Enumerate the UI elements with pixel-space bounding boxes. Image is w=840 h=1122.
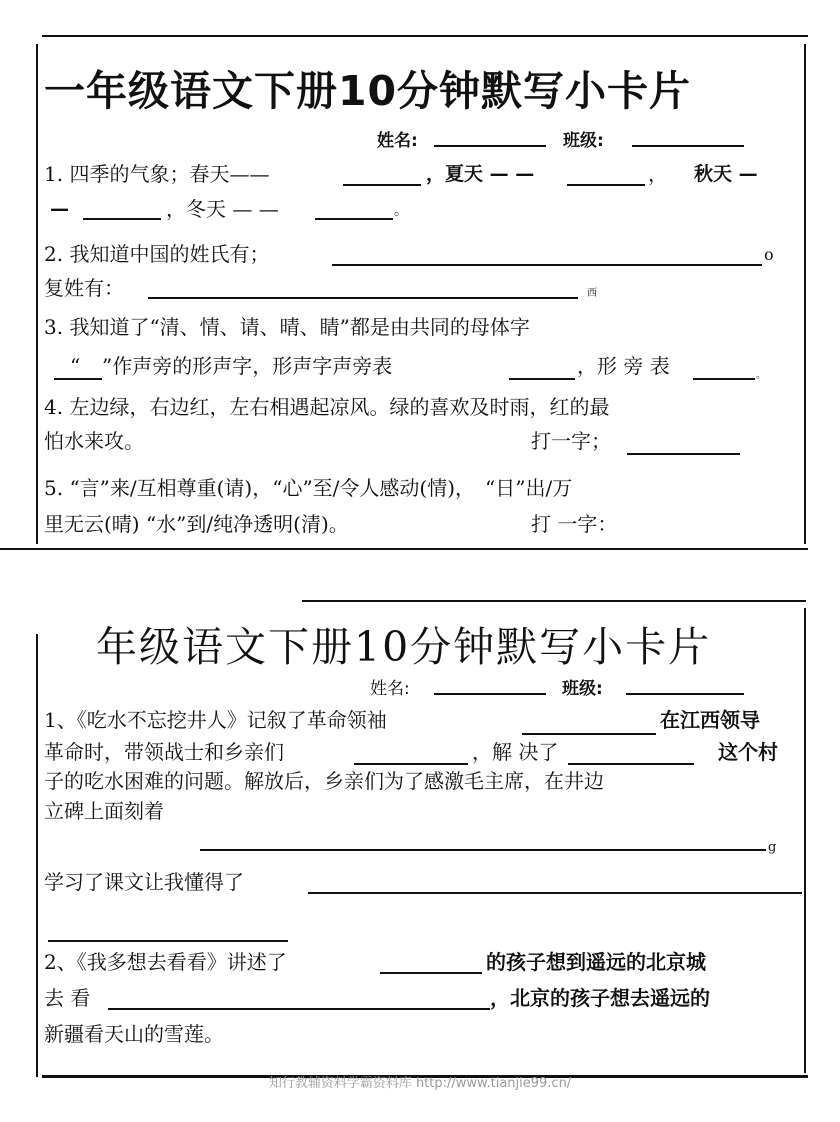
card1-title: 一年级语文下册10分钟默写小卡片 — [44, 67, 692, 115]
card1-q2-line2-end: 西 — [587, 288, 597, 299]
card1-q4-line2: 怕水来攻。 — [44, 429, 144, 453]
card2-q2-who-blank[interactable] — [380, 972, 482, 974]
card2-left-border — [36, 634, 38, 1077]
card2-q1-learned-blank-cont[interactable] — [48, 940, 288, 942]
card1-q2-line2: 复姓有： — [44, 276, 124, 300]
card2-q2-line3: 新疆看天山的雪莲。 — [44, 1022, 224, 1046]
card2-q2-line2: 去 看 — [44, 986, 91, 1010]
card1-q1-summer-blank[interactable] — [567, 184, 645, 186]
card2-q1-line6: 学习了课文让我懂得了 — [44, 870, 244, 894]
card1-q1-line1 — [44, 160, 269, 188]
card1-q5-answer-label: 打 一字： — [531, 512, 618, 536]
card1-class-field[interactable] — [632, 145, 744, 147]
card2-q1-line2-mid: ，解 决了 — [472, 740, 559, 764]
card1-q3-end: 。 — [756, 370, 766, 381]
card1-name-field[interactable] — [434, 145, 546, 147]
card2-class-field[interactable] — [626, 693, 744, 695]
card1-q4-answer-blank[interactable] — [627, 453, 740, 455]
card1-q1-dash: — — [50, 198, 69, 220]
card1-bottom-border — [0, 548, 808, 550]
card2-right-border — [804, 608, 806, 1073]
card2-q1-line2: 革命时，带领战士和乡亲们 — [44, 740, 284, 764]
card1-q1-autumn: 秋天 — — [694, 163, 758, 185]
card1-q3-form-blank[interactable] — [693, 378, 755, 380]
card1-q1-end: 。 — [394, 203, 408, 219]
card2-q2-line1-bold: 的孩子想到遥远的北京城 — [486, 950, 706, 974]
card2-q1-leader-blank[interactable] — [522, 733, 656, 735]
card1-q2-surname-blank[interactable] — [332, 264, 762, 266]
card1-q1-winter: ，冬天 — — — [166, 197, 279, 221]
card1-q3-text: ”作声旁的形声字，形声字声旁表 — [102, 354, 393, 378]
card2-q1-inscription-blank[interactable] — [200, 849, 766, 851]
card1-left-border — [36, 44, 38, 544]
card1-q2-line1-end: o — [764, 245, 774, 264]
card2-q2-see-blank[interactable] — [108, 1008, 490, 1010]
card1-q3-open-quote: “ — [70, 354, 81, 378]
card1-right-border — [804, 44, 806, 544]
card2-q1-line4: 立碑上面刻着 — [44, 799, 164, 823]
card2-q1-learned-blank[interactable] — [308, 892, 802, 894]
card2-top-border — [302, 600, 806, 602]
card2-title: 年级语文下册10分钟默写小卡片 — [96, 623, 712, 671]
card1-q1-autumn-blank[interactable] — [83, 218, 161, 220]
card1-q2-compound-blank[interactable] — [148, 297, 578, 299]
card1-q1-prefix: 1. 四季的气象；春天—— — [44, 162, 270, 186]
card1-q1-spring-blank[interactable] — [343, 184, 421, 186]
card2-name-field[interactable] — [434, 693, 546, 695]
card1-q4-answer-label: 打一字； — [531, 429, 611, 453]
card1-q3-sound-blank[interactable] — [509, 378, 575, 380]
card1-q5-line2: 里无云(晴) “水”到/纯净透明(清)。 — [44, 512, 349, 536]
card2-q1-line1-bold: 在江西领导 — [660, 708, 760, 732]
card1-q5-line1: 5. “言”来/互相尊重(请)，“心”至/令人感动(情)， “日”出/万 — [44, 476, 573, 500]
card1-q2-line1: 2. 我知道中国的姓氏有； — [44, 242, 270, 266]
card1-q3-mid: ，形 旁 表 — [577, 354, 670, 378]
card1-top-border — [42, 35, 808, 37]
card2-q2-line1: 2、《我多想去看看》讲述了 — [44, 950, 287, 974]
card1-q1-comma: ， — [648, 162, 668, 186]
card2-q1-solved-blank[interactable] — [568, 763, 694, 765]
card2-class-label: 班级: — [562, 679, 603, 699]
watermark: 知行教辅资料学霸资料库 http://www.tianjie99.cn/ — [268, 1076, 572, 1091]
card1-q1-winter-blank[interactable] — [315, 218, 393, 220]
card1-q4-line1: 4. 左边绿，右边红，左右相遇起凉风。绿的喜欢及时雨，红的最 — [44, 395, 610, 419]
card2-q1-line1: 1、《吃水不忘挖井人》记叙了革命领袖 — [44, 708, 387, 732]
card1-q3-line1: 3. 我知道了“清、情、请、晴、睛”都是由共同的母体字 — [44, 315, 530, 339]
card2-q1-line2-bold: 这个村 — [718, 740, 778, 764]
card1-q1-summer: ，夏天 — — — [426, 163, 535, 185]
card1-name-label: 姓名: — [377, 131, 418, 151]
card1-class-label: 班级: — [563, 131, 604, 151]
card2-q2-line2-bold: ，北京的孩子想去遥远的 — [490, 986, 710, 1010]
card2-q1-line3: 子的吃水困难的问题。解放后，乡亲们为了感激毛主席，在井边 — [44, 769, 604, 793]
card2-name-label: 姓名: — [370, 679, 410, 699]
card2-q1-dug-blank[interactable] — [354, 763, 468, 765]
card2-q1-line5-end: g — [768, 840, 777, 855]
